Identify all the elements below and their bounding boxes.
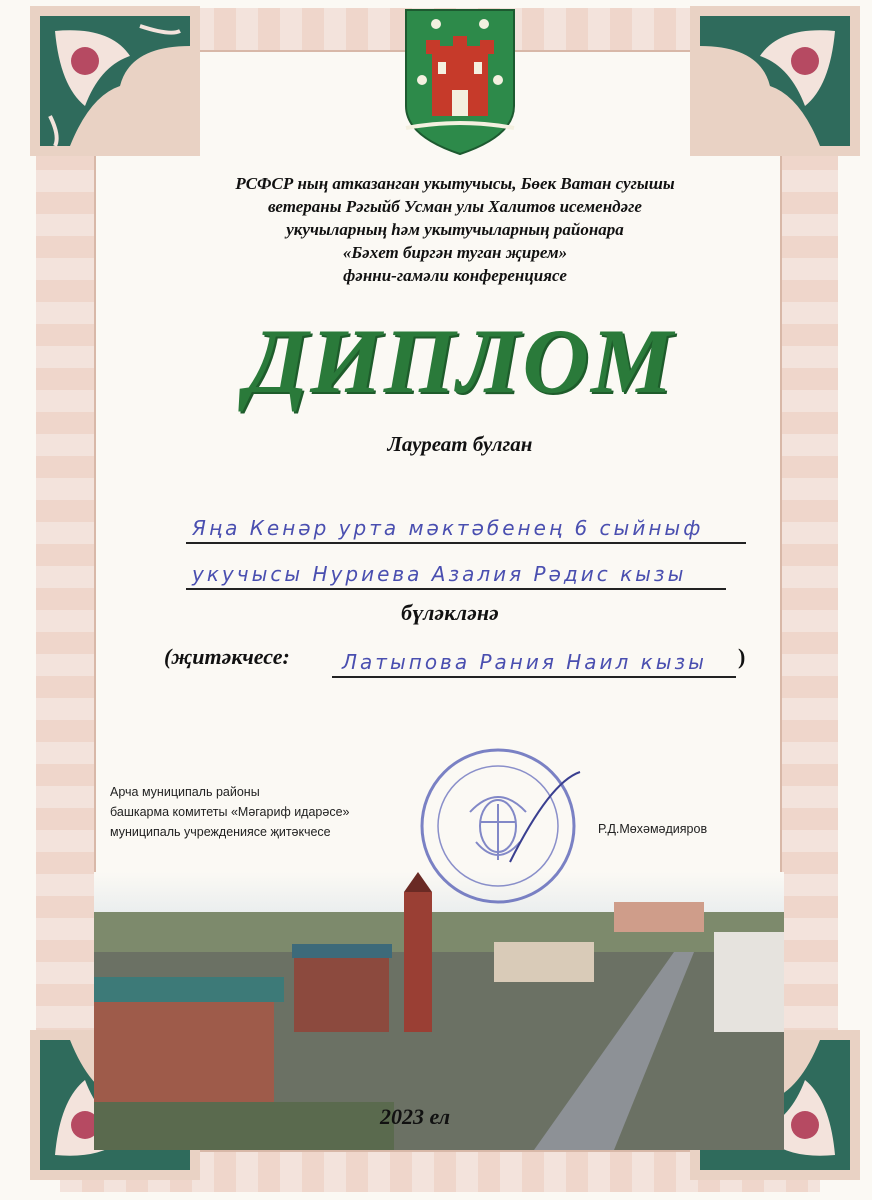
signer-name: Р.Д.Мөхәмәдияров — [598, 822, 708, 836]
corner-ornament-top-left — [30, 6, 200, 156]
supervisor-close-paren: ) — [738, 644, 746, 669]
coat-of-arms-emblem — [402, 6, 518, 156]
supervisor-row — [164, 642, 764, 678]
corner-ornament-top-right — [690, 6, 860, 156]
recipient-line-1 — [186, 510, 746, 544]
border-right — [780, 40, 838, 1160]
conference-header — [150, 172, 760, 287]
diploma-title: ДИПЛОМ — [245, 310, 675, 412]
recipient-handwriting-2: укучысы Нуриева Азалия Рәдис кызы — [192, 562, 687, 586]
header-line: «Бәхет биргән туган җирем» — [342, 243, 568, 262]
year-label: 2023 ел — [380, 1104, 451, 1129]
official-stamp — [410, 742, 590, 912]
recipient-handwriting-1: Яңа Кенәр урта мәктәбенең 6 сыйныф — [192, 516, 704, 540]
header-line: фәнни-гамәли конференциясе — [343, 266, 567, 285]
supervisor-line — [332, 648, 736, 678]
awarded-label: бүләкләнә — [401, 600, 499, 625]
organization-line: Арча муниципаль районы — [110, 785, 260, 799]
supervisor-handwriting: Латыпова Рания Наил кызы — [342, 650, 707, 674]
border-left — [36, 40, 96, 1160]
organization-block — [110, 782, 350, 842]
header-line: РСФСР ның атказанган укытучысы, Бөек Ватан сугышы — [235, 174, 675, 193]
organization-line: муниципаль учреждениясе җитәкчесе — [110, 825, 331, 839]
supervisor-label: (җитәкчесе: — [164, 644, 290, 669]
laureate-label: Лауреат булган — [387, 432, 533, 456]
header-line: укучыларның һәм укытучыларның районара — [286, 220, 624, 239]
organization-line: башкарма комитеты «Мәгариф идарәсе» — [110, 805, 350, 819]
header-line: ветераны Рәгыйб Усман улы Халитов исемендәге — [268, 197, 642, 216]
recipient-line-2 — [186, 556, 726, 590]
